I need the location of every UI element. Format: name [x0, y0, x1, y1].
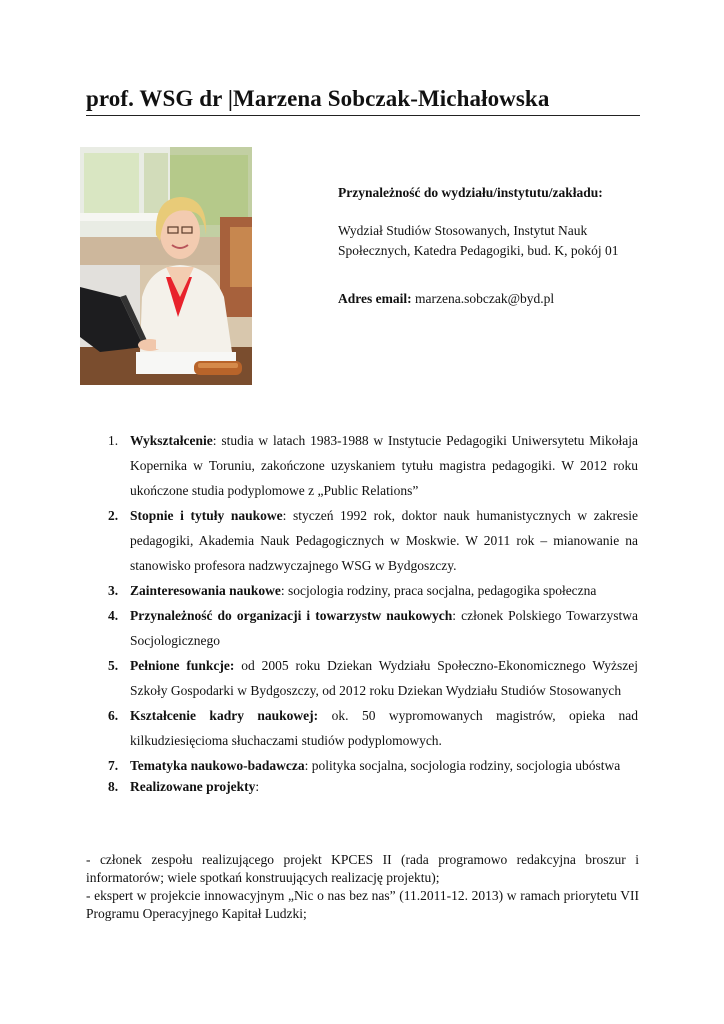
cv-item — [86, 653, 638, 703]
cv-item-label: Wykształcenie — [130, 433, 213, 448]
email-label: Adres email: — [338, 291, 412, 306]
cv-item-text: : styczeń 1992 rok, doktor nauk humanistycznych w zakresie pedagogiki, Akademia Nauk Pedagogicznych w Moskwie. W 2011 rok – mianowanie na stanowisko profesora nadzwyczajnego WSG w Bydgoszczy. — [130, 508, 639, 573]
cv-item-number: 6. — [108, 708, 119, 723]
cv-item-text: : członek Polskiego Towarzystwa Socjologicznego — [130, 608, 638, 648]
cv-item-number: 5. — [108, 658, 119, 673]
cv-item-label: Realizowane projekty — [130, 779, 256, 794]
cv-item-label: Zainteresowania naukowe — [130, 583, 281, 598]
cv-item-label: Kształcenie kadry naukowej: — [130, 708, 319, 723]
cv-item-number: 2. — [108, 508, 119, 523]
profile-photo — [80, 147, 252, 385]
cv-item-text: : polityka socjalna, socjologia rodziny, socjologia ubóstwa — [304, 758, 621, 773]
cv-item — [86, 503, 638, 578]
cv-item — [86, 428, 638, 503]
cv-item — [86, 753, 638, 778]
cv-item-label: Przynależność do organizacji i towarzystw naukowych — [130, 608, 453, 623]
cv-item-number: 4. — [108, 608, 119, 623]
affiliation-text: Wydział Studiów Stosowanych, Instytut Nauk Społecznych, Katedra Pedagogiki, bud. K, pokój 01 — [338, 223, 619, 258]
cv-item-text: : socjologia rodziny, praca socjalna, pedagogika społeczna — [280, 583, 597, 598]
cv-item-number: 7. — [108, 758, 119, 773]
cv-item — [86, 778, 638, 796]
cv-item-label: Pełnione funkcje: — [130, 658, 235, 673]
cv-item-text: od 2005 roku Dziekan Wydziału Społeczno-Ekonomicznego Wyższej Szkoły Gospodarki w Bydgoszczy, od 2012 roku Dziekan Wydziału Studiów Stosowanych — [130, 658, 639, 698]
projects-list — [86, 851, 639, 923]
cv-item-label: Tematyka naukowo-badawcza — [130, 758, 305, 773]
cv-item-number: 8. — [108, 779, 119, 794]
cv-item-number: 1. — [108, 433, 119, 448]
cv-list — [86, 428, 638, 796]
cv-item — [86, 703, 638, 753]
cv-item-number: 3. — [108, 583, 119, 598]
cv-item — [86, 578, 638, 603]
title-underline — [86, 115, 640, 116]
cv-item-text: : studia w latach 1983-1988 w Instytucie Pedagogiki Uniwersytetu Mikołaja Kopernika w Toruniu, zakończone uzyskaniem tytułu magistra pedagogiki. W 2012 roku ukończone studia podyplomowe z „Public Relations” — [130, 433, 638, 498]
email-line — [338, 291, 554, 307]
cv-item-label: Stopnie i tytuły naukowe — [130, 508, 283, 523]
email-value[interactable]: marzena.sobczak@byd.pl — [415, 291, 555, 306]
page-title: prof. WSG dr |Marzena Sobczak-Michałowska — [86, 86, 550, 111]
cv-item — [86, 603, 638, 653]
cv-item-text: ok. 50 wypromowanych magistrów, opieka nad kilkudziesięcioma słuchaczami studiów podyplomowych. — [130, 708, 638, 748]
project-entry: - członek zespołu realizującego projekt KPCES II (rada programowo redakcyjna broszur i informatorów; wiele spotkań konstruujących realizację projektu); — [86, 852, 639, 885]
affiliation-heading: Przynależność do wydziału/instytutu/zakładu: — [338, 185, 603, 200]
project-entry: - ekspert w projekcie innowacyjnym „Nic o nas bez nas” (11.2011-12. 2013) w ramach priorytetu VII Programu Operacyjnego Kapitał Ludzki; — [86, 888, 639, 921]
cv-item-text: : — [255, 779, 260, 794]
